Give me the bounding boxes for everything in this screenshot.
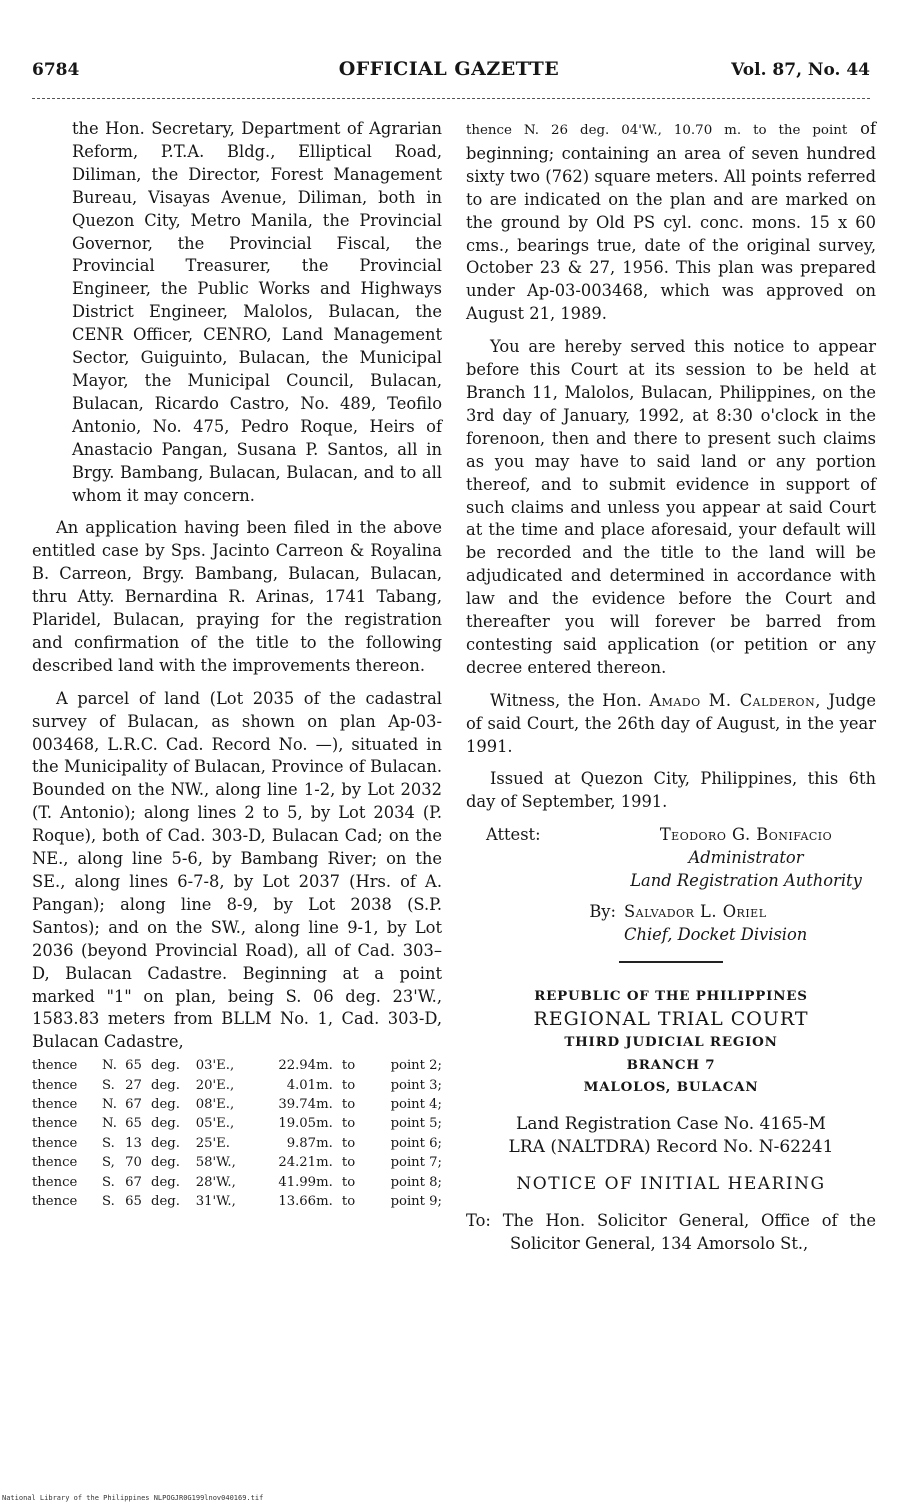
notice-title: NOTICE OF INITIAL HEARING <box>516 1174 826 1195</box>
bearing-cell: m. <box>316 1135 333 1151</box>
bearing-cell: m. <box>316 1058 333 1074</box>
section-divider <box>619 961 723 963</box>
bearing-cell: N. <box>102 1058 117 1074</box>
bearing-cell: N. <box>102 1097 117 1113</box>
bearing-cell: 08'E., <box>195 1097 235 1113</box>
bearing-cell: to <box>341 1116 356 1132</box>
bearing-cell: to <box>341 1174 356 1190</box>
bearing-cell: thence <box>32 1174 78 1190</box>
bearing-cell: 31'W., <box>195 1194 236 1210</box>
gazette-title: OFFICIAL GAZETTE <box>338 58 560 80</box>
bearing-cell: 13 <box>125 1135 142 1151</box>
bearing-row <box>32 1192 442 1211</box>
record-number: LRA (NALTDRA) Record No. N-62241 <box>508 1137 834 1158</box>
bearing-row <box>32 1076 442 1095</box>
bearing-cell: 65 <box>125 1116 142 1132</box>
issued-paragraph: Issued at Quezon City, Philippines, this 6th day of September, 1991. <box>466 769 876 812</box>
place-heading: MALOLOS, BULACAN <box>583 1079 759 1096</box>
bearing-cell: point 7; <box>390 1155 442 1171</box>
branch-heading: BRANCH 7 <box>626 1056 716 1073</box>
application-paragraph: An application having been filed in the above entitled case by Sps. Jacinto Carreon & Royalina B. Carreon, Brgy. Bambang, Bulacan, Bulacan, thru Atty. Bernardina R. Arinas, 1741 Tabang, Plaridel, Bulacan, praying for the registration and confirmation of the title to the following described land with the improvements thereon. <box>32 518 442 675</box>
bearing-cell: thence <box>32 1135 78 1151</box>
bearing-cell: 41.99 <box>278 1174 317 1190</box>
bearing-cell: 67 <box>125 1097 142 1113</box>
bearing-cell: to <box>341 1058 356 1074</box>
bearing-row <box>32 1095 442 1114</box>
bearing-cell: N. <box>102 1116 117 1132</box>
bearing-cell: deg. <box>151 1194 180 1210</box>
attest-name: Teodoro G. Bonifacio <box>659 825 833 845</box>
bearing-cell: deg. <box>151 1058 180 1074</box>
bearing-cell: point 9; <box>390 1194 442 1210</box>
bearing-cell: 58'W., <box>195 1155 236 1171</box>
bearing-row <box>32 1056 442 1075</box>
region-heading: THIRD JUDICIAL REGION <box>564 1033 778 1050</box>
bearing-row <box>32 1134 442 1153</box>
bearing-cell: point 8; <box>390 1174 442 1190</box>
bearing-cell: 9.87 <box>286 1135 317 1151</box>
bearing-cell: S. <box>102 1194 115 1210</box>
bearing-cell: to <box>341 1077 356 1093</box>
bearing-cell: 65 <box>125 1058 142 1074</box>
bearing-cell: 25'E. <box>195 1135 230 1151</box>
bearing-cell: 20'E., <box>195 1077 235 1093</box>
bearing-cell: 4.01 <box>286 1077 317 1093</box>
bearing-cell: m. <box>316 1155 333 1171</box>
case-number: Land Registration Case No. 4165-M <box>516 1114 826 1135</box>
addressee-list: the Hon. Secretary, Department of Agrarian Reform, P.T.A. Bldg., Elliptical Road, Diliman, the Director, Forest Management Bureau, Visayas Avenue, Diliman, both in Quezon City, Metro Manila, the Provincial Governor, the Provincial Fiscal, the Provincial Treasurer, the Provincial Engineer, the Public Works and Highways District Engineer, Malolos, Bulacan, the CENR Officer, CENRO, Land Management Sector, Guiguinto, Bulacan, the Municipal Mayor, the Municipal Council, Bulacan, Bulacan, Ricardo Castro, No. 489, Teofilo Antonio, No. 475, Pedro Roque, Heirs of Anastacio Pangan, Susana P. Santos, all in Brgy. Bambang, Bulacan, Bulacan, and to all whom it may concern. <box>72 119 442 505</box>
bearing-cell: deg. <box>151 1077 180 1093</box>
volume-number: Vol. 87, No. 44 <box>731 60 870 80</box>
page-number: 6784 <box>32 60 80 80</box>
bearing-cell: 27 <box>125 1077 142 1093</box>
bearing-cell: S. <box>102 1077 115 1093</box>
bearing-cell: 70 <box>125 1155 142 1171</box>
bearing-cell: m. <box>316 1116 333 1132</box>
bearing-cell: to <box>341 1194 356 1210</box>
bearing-cell: deg. <box>151 1135 180 1151</box>
bearing-cell: 67 <box>125 1174 142 1190</box>
notice-paragraph: You are hereby served this notice to appear before this Court at its session to be held at Branch 11, Malolos, Bulacan, Philippines, on the 3rd day of January, 1992, at 8:30 o'clock in the forenoon, then and there to present such claims as you may have to said land or any portion thereof, and to submit evidence in support of such claims and unless you appear at said Court at the time and place aforesaid, your default will be recorded and the title to the land will be adjudicated and determined in accordance with law and the evidence before the Court and thereafter you will forever be barred from contesting said application (or petition or any decree entered thereon. <box>466 337 876 677</box>
header-rule <box>32 98 870 99</box>
bearing-row <box>32 1153 442 1172</box>
scan-footer: National Library of the Philippines NLPOGJR0G199lnov040169.tif <box>2 1494 264 1502</box>
bearing-cell: thence <box>32 1155 78 1171</box>
left-column <box>32 118 442 1212</box>
bearing-cell: 19.05 <box>278 1116 317 1132</box>
bearings-table <box>32 1056 442 1211</box>
bearing-cell: 24.21 <box>278 1155 317 1171</box>
bearing-cell: m. <box>316 1194 333 1210</box>
bearing-cell: to <box>341 1135 356 1151</box>
bearing-cell: m. <box>316 1174 333 1190</box>
bearing-cell: deg. <box>151 1174 180 1190</box>
attest-agency: Land Registration Authority <box>630 871 862 891</box>
bearing-cell: 39.74 <box>278 1097 317 1113</box>
bearing-cell: thence <box>32 1116 78 1132</box>
bearing-cell: S, <box>102 1155 115 1171</box>
bearing-cell: point 5; <box>390 1116 442 1132</box>
bearing-cell: thence <box>32 1077 78 1093</box>
technical-description-continued: thence N. 26 deg. 04'W., 10.70 m. to the point <box>466 123 848 138</box>
bearing-cell: deg. <box>151 1116 180 1132</box>
attest-title: Administrator <box>688 848 804 868</box>
bearing-cell: point 3; <box>390 1077 442 1093</box>
bearing-cell: thence <box>32 1097 78 1113</box>
bearing-cell: m. <box>316 1077 333 1093</box>
bearing-cell: thence <box>32 1194 78 1210</box>
to-addressee: To: The Hon. Solicitor General, Office of the Solicitor General, 134 Amorsolo St., <box>466 1211 876 1254</box>
right-column <box>466 118 876 1266</box>
attest-label: Attest: <box>486 825 541 845</box>
bearing-row <box>32 1173 442 1192</box>
bearing-cell: to <box>341 1155 356 1171</box>
bearing-cell: S. <box>102 1135 115 1151</box>
bearing-cell: S. <box>102 1174 115 1190</box>
bearing-cell: m. <box>316 1097 333 1113</box>
parcel-description: A parcel of land (Lot 2035 of the cadastral survey of Bulacan, as shown on plan Ap-03-003468, L.R.C. Cad. Record No. —), situated in the Municipality of Bulacan, Province of Bulacan. Bounded on the NW., along line 1-2, by Lot 2032 (T. Antonio); along lines 2 to 5, by Lot 2034 (P. Roque), both of Cad. 303-D, Bulacan Cad; on the NE., along line 5-6, by Bambang River; on the SE., along lines 6-7-8, by Lot 2037 (Hrs. of A. Pangan); along line 8-9, by Lot 2038 (S.P. Santos); and on the SW., along line 9-1, by Lot 2036 (beyond Provincial Road), all of Cad. 303–D, Bulacan Cadastre. Beginning at a point marked "1" on plan, being S. 06 deg. 23'W., 1583.83 meters from BLLM No. 1, Cad. 303-D, Bulacan Cadastre, <box>32 688 442 1052</box>
bearing-cell: 28'W., <box>195 1174 236 1190</box>
bearing-cell: 03'E., <box>195 1058 235 1074</box>
by-label: By: <box>589 902 616 921</box>
bearing-cell: 65 <box>125 1194 142 1210</box>
bearing-cell: thence <box>32 1058 78 1074</box>
bearing-cell: to <box>341 1097 356 1113</box>
attestation-block <box>466 824 876 947</box>
bearing-cell: deg. <box>151 1097 180 1113</box>
bearing-cell: deg. <box>151 1155 180 1171</box>
court-heading: REGIONAL TRIAL COURT <box>533 1007 809 1030</box>
witness-paragraph: Witness, the Hon. Amado M. Calderon, Judge of said Court, the 26th day of August, in the year 1991. <box>466 690 876 756</box>
bearing-cell: 22.94 <box>278 1058 317 1074</box>
technical-description-closing: of beginning; containing an area of seven hundred sixty two (762) square meters. All points referred to are indicated on the plan and are marked on the ground by Old PS cyl. conc. mons. 15 x 60 cms., bearings true, date of the original survey, October 23 & 27, 1956. This plan was prepared under Ap-03-003468, which was approved on August 21, 1989. <box>466 119 876 324</box>
by-title: Chief, Docket Division <box>624 924 808 944</box>
judge-name: Amado M. Calderon, <box>649 690 821 710</box>
bearing-cell: 13.66 <box>278 1194 317 1210</box>
bearing-cell: point 2; <box>390 1058 442 1074</box>
bearing-cell: point 6; <box>390 1135 442 1151</box>
bearing-row <box>32 1114 442 1133</box>
republic-heading: REPUBLIC OF THE PHILIPPINES <box>534 987 808 1004</box>
by-name: Salvador L. Oriel <box>624 902 767 921</box>
bearing-cell: 05'E., <box>195 1116 235 1132</box>
bearing-cell: point 4; <box>390 1097 442 1113</box>
